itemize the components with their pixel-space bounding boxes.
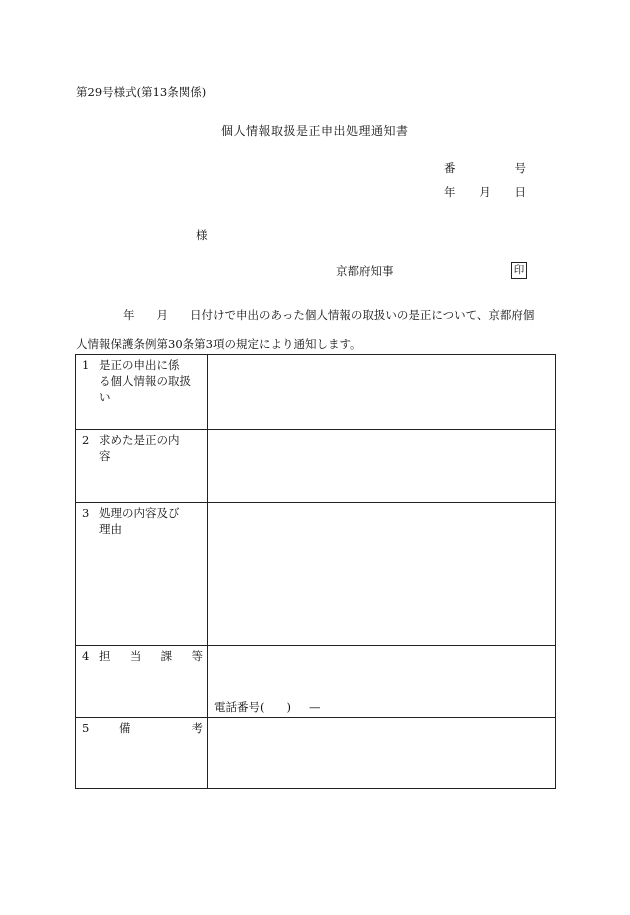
row-label-line: 求めた是正の内 [99, 433, 180, 447]
row-value-cell[interactable] [208, 646, 556, 718]
date-year: 年 [444, 185, 456, 199]
number-label: 番 [444, 161, 456, 175]
row-label-line: い [99, 390, 111, 404]
row-label-char: 等 [191, 649, 203, 663]
seal-stamp: 印 [511, 262, 527, 279]
row-number: 4 [82, 649, 90, 663]
phone-dash: — [309, 700, 321, 714]
row-number: 5 [82, 721, 90, 735]
sender-name: 京都府知事 [336, 264, 394, 278]
phone-label: 電話番号( [214, 700, 265, 714]
row-label-char: 課 [160, 649, 173, 663]
row-label-cell [76, 646, 208, 718]
row-value-cell[interactable] [208, 503, 556, 646]
row-value-cell[interactable] [208, 718, 556, 789]
form-number: 第29号様式(第13条関係) [76, 85, 207, 99]
addressee-suffix: 様 [196, 228, 208, 242]
row-label-line: 処理の内容及び [99, 506, 180, 520]
row-label-cell [76, 355, 208, 430]
document-title: 個人情報取扱是正申出処理通知書 [221, 124, 409, 138]
table-row [76, 718, 556, 789]
date-month: 月 [479, 185, 491, 199]
row-label-char: 担 [99, 649, 111, 663]
row-label-line: る個人情報の取扱 [99, 374, 191, 388]
row-label-line: 容 [99, 449, 111, 463]
document-number-line [444, 160, 526, 176]
table-row [76, 430, 556, 503]
body-year: 年 [123, 308, 135, 322]
table-row [76, 646, 556, 718]
date-day: 日 [514, 185, 526, 199]
row-label-cell [76, 430, 208, 503]
number-suffix: 号 [514, 161, 526, 175]
body-text-line-1 [76, 307, 548, 323]
phone-number-field [214, 699, 321, 715]
phone-paren-close: ) [286, 700, 291, 714]
row-number: 3 [82, 506, 90, 520]
row-label-char: 備 [119, 721, 131, 735]
document-date-line [444, 184, 526, 200]
row-label-line: 是正の申出に係 [99, 358, 180, 372]
row-value-cell[interactable] [208, 355, 556, 430]
body-text-line-2: 人情報保護条例第30条第3項の規定により通知します。 [76, 337, 362, 351]
row-number: 2 [82, 433, 90, 447]
table-row [76, 355, 556, 430]
row-label-cell [76, 503, 208, 646]
form-table [75, 354, 556, 789]
table-row [76, 503, 556, 646]
body-month: 月 [156, 308, 168, 322]
row-number: 1 [82, 358, 90, 372]
body-text-1: 日付けで申出のあった個人情報の取扱いの是正について、京都府個 [190, 308, 535, 322]
row-label-line: 理由 [99, 522, 122, 536]
row-label-cell [76, 718, 208, 789]
row-value-cell[interactable] [208, 430, 556, 503]
row-label-char: 考 [191, 721, 203, 735]
row-label-char: 当 [129, 649, 142, 663]
